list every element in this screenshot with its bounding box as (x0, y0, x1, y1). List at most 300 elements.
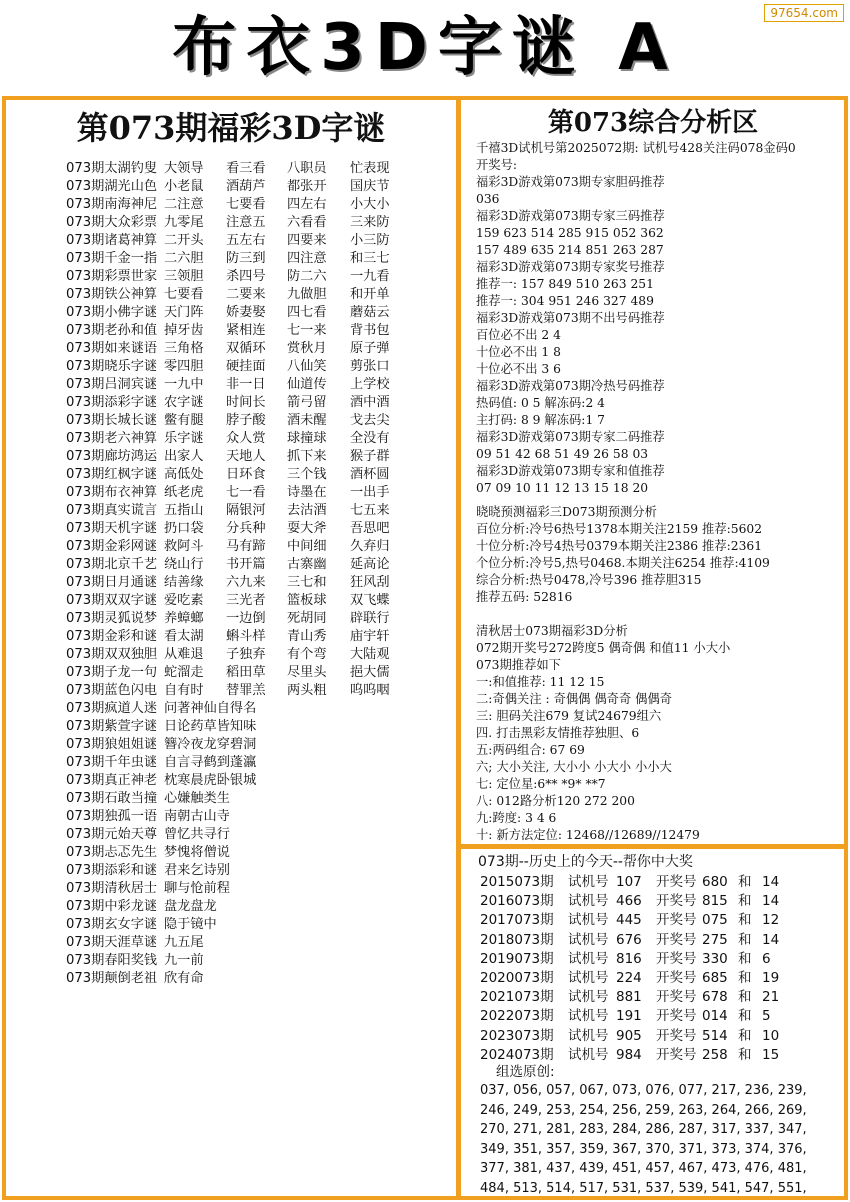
sum-value: 14 (762, 893, 780, 910)
trial-label: 试机号 (568, 1046, 609, 1063)
draw-label: 开奖号 (656, 1027, 697, 1044)
riddle-clue: 九五尾 (164, 935, 204, 950)
riddle-clue: 防三到 (226, 251, 266, 266)
riddle-clue: 五左右 (226, 233, 266, 248)
riddle-clue: 欣有命 (164, 971, 204, 986)
analysis-line: 一:和值推荐: 11 12 15 (476, 675, 605, 689)
analysis-line: 推荐五码: 52816 (476, 590, 573, 604)
combo-list (480, 1081, 842, 1198)
riddle-source: 073期真实谎言 (66, 503, 158, 518)
riddle-clue: 注意五 (226, 215, 266, 230)
analysis-line: 07 09 10 11 12 13 15 18 20 (476, 481, 649, 495)
trial-number: 816 (616, 950, 642, 967)
riddle-row (66, 556, 446, 574)
analysis-line: 千禧3D试机号第2025072期: 试机号428关注码078金码0 (476, 141, 796, 155)
riddle-clue: 隔银河 (226, 503, 266, 518)
analysis-line: 十位分析:冷号4热号0379本期关注2386 推荐:2361 (476, 539, 763, 553)
trial-label: 试机号 (568, 950, 609, 967)
riddle-clue: 九零尾 (164, 215, 204, 230)
trial-number: 676 (616, 931, 642, 948)
riddle-section-title: 第073期福彩3D字谜 (76, 109, 386, 147)
riddle-clue: 酒葫芦 (226, 179, 266, 194)
history-title: 073期--历史上的今天--帮你中大奖 (478, 854, 693, 870)
analysis-line: 七: 定位星:6** *9* **7 (476, 777, 606, 791)
site-tag: 97654.com (764, 4, 844, 22)
sum-value: 6 (762, 950, 771, 967)
analysis-line: 二:奇偶关注 : 奇偶偶 偶奇奇 偶偶奇 (476, 692, 673, 706)
trial-number: 107 (616, 874, 642, 890)
riddle-clue: 球撞球 (287, 431, 327, 446)
riddle-source: 073期南海神尼 (66, 197, 158, 212)
riddle-row (66, 808, 446, 826)
combo-line: 270, 271, 281, 283, 284, 286, 287, 317, 337, 347, (480, 1122, 807, 1137)
sum-value: 14 (762, 931, 780, 948)
riddle-source: 073期千年虫谜 (66, 755, 158, 770)
sum-value: 15 (762, 1046, 780, 1063)
history-row (480, 969, 779, 988)
riddle-row (66, 916, 446, 934)
riddle-clue: 青山秀 (287, 629, 327, 644)
riddle-row (66, 772, 446, 790)
riddle-row (66, 682, 446, 700)
history-row (480, 950, 779, 969)
riddle-clue: 三光者 (226, 593, 266, 608)
analysis-line: 个位分析:冷号5,热号0468.本期关注6254 推荐:4109 (476, 556, 770, 570)
riddle-clue: 七要看 (226, 197, 266, 212)
riddle-clue: 两头粗 (287, 683, 327, 698)
draw-label: 开奖号 (656, 1008, 697, 1025)
riddle-clue: 剪张口 (350, 359, 390, 374)
riddle-clue: 一出手 (350, 485, 390, 500)
analysis-line: 热码值: 0 5 解冻码:2 4 (476, 396, 605, 410)
draw-number: 330 (702, 950, 728, 967)
riddle-clue: 养蟑螂 (164, 611, 204, 626)
riddle-clue: 分兵种 (226, 521, 266, 536)
column-divider (456, 100, 461, 1200)
riddle-clue: 子独弃 (226, 647, 266, 662)
analysis-line: 晓晓预测福彩三D073期预测分析 (476, 505, 657, 519)
trial-label: 试机号 (568, 1027, 609, 1044)
riddle-source: 073期独孤一语 (66, 809, 158, 824)
riddle-clue: 八职员 (287, 161, 327, 176)
history-period: 2020073期 (480, 969, 554, 986)
riddle-clue: 小老鼠 (164, 179, 204, 194)
riddle-source: 073期吕洞宾谜 (66, 377, 158, 392)
riddle-clue: 挹大儒 (350, 665, 390, 680)
analysis-line: 福彩3D游戏第073期冷热号码推荐 (476, 379, 665, 393)
riddle-clue: 死胡同 (287, 611, 327, 626)
riddle-clue: 爱吃素 (164, 593, 204, 608)
riddle-clue: 二注意 (164, 197, 204, 212)
riddle-clue: 自有时 (164, 683, 204, 698)
riddle-clue: 三来防 (350, 215, 390, 230)
riddle-row (66, 700, 446, 718)
trial-number: 224 (616, 969, 642, 986)
analysis-line: 09 51 42 68 51 49 26 58 03 (476, 447, 649, 461)
trial-number: 984 (616, 1046, 642, 1063)
riddle-clue: 大领导 (164, 161, 204, 176)
riddle-clue: 掉牙齿 (164, 323, 204, 338)
riddle-clue: 酒中酒 (350, 395, 390, 410)
riddle-row (66, 160, 446, 178)
sum-label: 和 (738, 969, 752, 986)
riddle-clue: 一九看 (350, 269, 390, 284)
riddle-clue: 中间细 (287, 539, 327, 554)
trial-label: 试机号 (568, 893, 609, 910)
sum-label: 和 (738, 1027, 752, 1044)
sum-label: 和 (738, 931, 752, 948)
riddle-row (66, 592, 446, 610)
riddle-clue: 猴子群 (350, 449, 390, 464)
riddle-clue: 六九来 (226, 575, 266, 590)
trial-label: 试机号 (568, 931, 609, 948)
sum-label: 和 (738, 1046, 752, 1063)
riddle-clue: 忙表现 (350, 161, 390, 176)
riddle-clue: 农字谜 (164, 395, 204, 410)
sum-label: 和 (738, 989, 752, 1006)
analysis-line: 八: 012路分析120 272 200 (476, 794, 635, 808)
riddle-source: 073期蓝色闪电 (66, 683, 158, 698)
riddle-clue: 高低处 (164, 467, 204, 482)
riddle-clue: 四要来 (287, 233, 327, 248)
sum-value: 10 (762, 1027, 780, 1044)
trial-number: 445 (616, 912, 642, 929)
riddle-clue: 紧相连 (226, 323, 266, 338)
riddle-source: 073期元始天尊 (66, 827, 158, 842)
riddle-clue: 全没有 (350, 431, 390, 446)
history-row (480, 1046, 779, 1065)
analysis-line: 十位必不出 3 6 (476, 362, 561, 376)
riddle-clue: 背书包 (350, 323, 390, 338)
riddle-source: 073期真正神老 (66, 773, 158, 788)
analysis-line: 072期开奖号272跨度5 偶奇偶 和值11 小大小 (476, 641, 731, 655)
riddle-row (66, 232, 446, 250)
riddle-source: 073期廊坊鸿运 (66, 449, 158, 464)
riddle-clue: 都张开 (287, 179, 327, 194)
draw-number: 678 (702, 989, 728, 1006)
history-period: 2016073期 (480, 893, 554, 910)
riddle-clue: 非一日 (226, 377, 266, 392)
riddle-clue: 日环食 (226, 467, 266, 482)
riddle-source: 073期双双独胆 (66, 647, 158, 662)
riddle-row (66, 646, 446, 664)
riddle-clue: 辟联行 (350, 611, 390, 626)
riddle-clue: 四七看 (287, 305, 327, 320)
trial-number: 466 (616, 893, 642, 910)
riddle-source: 073期清秋居士 (66, 881, 158, 896)
history-period: 2023073期 (480, 1027, 554, 1044)
riddle-row (66, 286, 446, 304)
riddle-row (66, 628, 446, 646)
sum-value: 19 (762, 969, 780, 986)
riddle-clue: 吾思吧 (350, 521, 390, 536)
riddle-clue: 仙道传 (287, 377, 327, 392)
riddle-source: 073期诸葛神算 (66, 233, 158, 248)
draw-label: 开奖号 (656, 893, 697, 910)
riddle-clue: 时间长 (226, 395, 266, 410)
riddle-clue: 蛇溜走 (164, 665, 204, 680)
riddle-source: 073期灵狐说梦 (66, 611, 158, 626)
riddle-clue: 一边倒 (226, 611, 266, 626)
riddle-source: 073期大众彩票 (66, 215, 158, 230)
history-period: 2017073期 (480, 912, 554, 929)
riddle-clue: 去沽酒 (287, 503, 327, 518)
analysis-line: 清秋居士073期福彩3D分析 (476, 624, 628, 638)
riddle-row (66, 880, 446, 898)
history-period: 2022073期 (480, 1008, 554, 1025)
riddle-source: 073期忐忑先生 (66, 845, 158, 860)
riddle-row (66, 358, 446, 376)
riddle-clue: 救阿斗 (164, 539, 204, 554)
riddle-row (66, 412, 446, 430)
riddle-source: 073期布衣神算 (66, 485, 158, 500)
trial-number: 905 (616, 1027, 642, 1044)
riddle-clue: 南朝古山寺 (164, 809, 230, 824)
history-row (480, 1007, 779, 1026)
sum-value: 5 (762, 1008, 771, 1025)
riddle-row (66, 304, 446, 322)
xiaoxiao-analysis (476, 504, 844, 606)
analysis-line: 四. 打击黑彩友情推荐独胆、6 (476, 726, 640, 740)
riddle-clue: 七一来 (287, 323, 327, 338)
history-list (480, 873, 779, 1065)
trial-number: 191 (616, 1008, 642, 1025)
riddle-clue: 替罪羔 (226, 683, 266, 698)
riddle-row (66, 898, 446, 916)
riddle-clue: 延高论 (350, 557, 390, 572)
riddle-clue: 书开篇 (226, 557, 266, 572)
sum-value: 21 (762, 989, 780, 1006)
trial-number: 881 (616, 989, 642, 1006)
history-row (480, 1027, 779, 1046)
riddle-clue: 君来乞诗别 (164, 863, 230, 878)
riddle-row (66, 178, 446, 196)
riddle-clue: 枕寒晨虎卧银城 (164, 773, 257, 788)
trial-label: 试机号 (568, 969, 609, 986)
history-row (480, 911, 779, 930)
analysis-line: 五:两码组合: 67 69 (476, 743, 585, 757)
sum-value: 12 (762, 912, 780, 929)
history-row (480, 873, 779, 892)
riddle-clue: 脖子酸 (226, 413, 266, 428)
riddle-clue: 赏秋月 (287, 341, 327, 356)
riddle-source: 073期太湖钓叟 (66, 161, 158, 176)
banner-title: 布衣3D字谜 A (172, 11, 678, 85)
riddle-clue: 五指山 (164, 503, 204, 518)
sum-value: 14 (762, 874, 780, 890)
sum-label: 和 (738, 893, 752, 910)
analysis-line: 三: 胆码关注679 复试24679组六 (476, 709, 662, 723)
analysis-line: 073期推荐如下 (476, 658, 561, 672)
riddle-clue: 隐于镜中 (164, 917, 217, 932)
riddle-clue: 箭弓留 (287, 395, 327, 410)
riddle-clue: 盘龙盘龙 (164, 899, 217, 914)
riddle-source: 073期北京千艺 (66, 557, 158, 572)
riddle-clue: 耍大斧 (287, 521, 327, 536)
riddle-clue: 出家人 (164, 449, 204, 464)
draw-number: 014 (702, 1008, 728, 1025)
riddle-source: 073期双双字谜 (66, 593, 158, 608)
draw-label: 开奖号 (656, 969, 697, 986)
riddle-source: 073期铁公神算 (66, 287, 158, 302)
riddle-row (66, 934, 446, 952)
riddle-clue: 九一前 (164, 953, 204, 968)
riddle-row (66, 574, 446, 592)
analysis-line: 157 489 635 214 851 263 287 (476, 243, 664, 257)
riddle-clue: 看三看 (226, 161, 266, 176)
riddle-source: 073期中彩龙谜 (66, 899, 158, 914)
riddle-clue: 双飞蝶 (350, 593, 390, 608)
riddle-clue: 防二六 (287, 269, 327, 284)
draw-number: 275 (702, 931, 728, 948)
analysis-line: 福彩3D游戏第073期专家胆码推荐 (476, 175, 665, 189)
analysis-line: 十: 新方法定位: 12468//12689//12479 (476, 828, 700, 842)
riddle-clue: 二开头 (164, 233, 204, 248)
sum-label: 和 (738, 950, 752, 967)
riddle-clue: 酒杯圆 (350, 467, 390, 482)
riddle-clue: 三个钱 (287, 467, 327, 482)
riddle-row (66, 394, 446, 412)
trial-label: 试机号 (568, 989, 609, 1006)
riddle-clue: 小三防 (350, 233, 390, 248)
riddle-clue: 硬挂面 (226, 359, 266, 374)
riddle-source: 073期子龙一句 (66, 665, 158, 680)
riddle-row (66, 448, 446, 466)
analysis-section-title: 第073综合分析区 (547, 108, 759, 138)
riddle-clue: 七五来 (350, 503, 390, 518)
riddle-clue: 和开单 (350, 287, 390, 302)
riddle-clue: 狂风刮 (350, 575, 390, 590)
riddle-clue: 三领胆 (164, 269, 204, 284)
riddle-source: 073期日月通谜 (66, 575, 158, 590)
riddle-clue: 杀四号 (226, 269, 266, 284)
riddle-clue: 曾忆共寻行 (164, 827, 230, 842)
riddle-row (66, 502, 446, 520)
draw-number: 680 (702, 874, 728, 890)
riddle-clue: 二要来 (226, 287, 266, 302)
riddle-clue: 大陆观 (350, 647, 390, 662)
analysis-line: 百位必不出 2 4 (476, 328, 561, 342)
analysis-line: 推荐一: 304 951 246 327 489 (476, 294, 654, 308)
riddle-source: 073期玄女字谜 (66, 917, 158, 932)
analysis-line: 主打码: 8 9 解冻码:1 7 (476, 413, 605, 427)
analysis-line: 福彩3D游戏第073期专家三码推荐 (476, 209, 665, 223)
riddle-source: 073期添彩字谜 (66, 395, 158, 410)
analysis-line: 推荐一: 157 849 510 263 251 (476, 277, 654, 291)
riddle-source: 073期红枫字谜 (66, 467, 158, 482)
draw-number: 075 (702, 912, 728, 929)
riddle-clue: 古寨幽 (287, 557, 327, 572)
riddle-row (66, 376, 446, 394)
riddle-clue: 簪冷夜龙穿碧洞 (164, 737, 257, 752)
riddle-clue: 庙宇轩 (350, 629, 390, 644)
riddle-clue: 纸老虎 (164, 485, 204, 500)
history-row (480, 988, 779, 1007)
sum-label: 和 (738, 1008, 752, 1025)
riddle-clue: 日论药草皆知味 (164, 719, 257, 734)
history-period: 2019073期 (480, 950, 554, 967)
trial-label: 试机号 (568, 1008, 609, 1025)
riddle-clue: 和三七 (350, 251, 390, 266)
riddle-row (66, 736, 446, 754)
riddle-clue: 鳖有腿 (164, 413, 204, 428)
combo-line: 377, 381, 437, 439, 451, 457, 467, 473, 476, 481, (480, 1161, 807, 1176)
riddle-row (66, 826, 446, 844)
draw-label: 开奖号 (656, 931, 697, 948)
draw-label: 开奖号 (656, 950, 697, 967)
combo-line: 037, 056, 057, 067, 073, 076, 077, 217, 236, 239, (480, 1083, 807, 1098)
history-row (480, 931, 779, 950)
riddle-clue: 六看看 (287, 215, 327, 230)
riddle-list (66, 160, 446, 988)
draw-label: 开奖号 (656, 1046, 697, 1063)
analysis-line: 十位必不出 1 8 (476, 345, 561, 359)
riddle-clue: 稻田草 (226, 665, 266, 680)
riddle-clue: 戈去尖 (350, 413, 390, 428)
riddle-source: 073期千金一指 (66, 251, 158, 266)
analysis-line: 福彩3D游戏第073期不出号码推荐 (476, 311, 665, 325)
riddle-clue: 马有蹄 (226, 539, 266, 554)
riddle-clue: 三角格 (164, 341, 204, 356)
riddle-clue: 问著神仙自得名 (164, 701, 257, 716)
history-period: 2021073期 (480, 989, 554, 1006)
riddle-row (66, 610, 446, 628)
riddle-clue: 一九中 (164, 377, 204, 392)
riddle-source: 073期彩票世家 (66, 269, 158, 284)
riddle-source: 073期老六神算 (66, 431, 158, 446)
riddle-row (66, 520, 446, 538)
riddle-clue: 七要看 (164, 287, 204, 302)
history-row (480, 892, 779, 911)
riddle-clue: 绕山行 (164, 557, 204, 572)
riddle-clue: 久弃归 (350, 539, 390, 554)
riddle-clue: 九做胆 (287, 287, 327, 302)
expert-recommendations (476, 140, 844, 497)
analysis-line: 综合分析:热号0478,冷号396 推荐胆315 (476, 573, 702, 587)
section-divider (460, 844, 846, 849)
banner (0, 0, 850, 96)
riddle-clue: 从难退 (164, 647, 204, 662)
draw-number: 258 (702, 1046, 728, 1063)
analysis-line: 福彩3D游戏第073期专家和值推荐 (476, 464, 665, 478)
riddle-clue: 零四胆 (164, 359, 204, 374)
sum-label: 和 (738, 912, 752, 929)
riddle-source: 073期春阳奖钱 (66, 953, 158, 968)
riddle-clue: 呜呜咽 (350, 683, 390, 698)
draw-number: 514 (702, 1027, 728, 1044)
riddle-clue: 有个弯 (287, 647, 327, 662)
trial-label: 试机号 (568, 874, 609, 890)
qingqiu-analysis (476, 623, 844, 844)
riddle-row (66, 844, 446, 862)
draw-number: 815 (702, 893, 728, 910)
riddle-clue: 八仙笑 (287, 359, 327, 374)
riddle-clue: 众人赏 (226, 431, 266, 446)
riddle-clue: 扔口袋 (164, 521, 204, 536)
analysis-line: 福彩3D游戏第073期专家奖号推荐 (476, 260, 665, 274)
riddle-row (66, 790, 446, 808)
riddle-clue: 聊与怆前程 (164, 881, 230, 896)
riddle-clue: 七一看 (226, 485, 266, 500)
riddle-clue: 抓下来 (287, 449, 327, 464)
analysis-line: 福彩3D游戏第073期专家二码推荐 (476, 430, 665, 444)
analysis-line: 036 (476, 192, 500, 206)
riddle-source: 073期小佛字谜 (66, 305, 158, 320)
riddle-row (66, 466, 446, 484)
riddle-source: 073期颠倒老祖 (66, 971, 158, 986)
riddle-row (66, 538, 446, 556)
riddle-source: 073期如来谜语 (66, 341, 158, 356)
